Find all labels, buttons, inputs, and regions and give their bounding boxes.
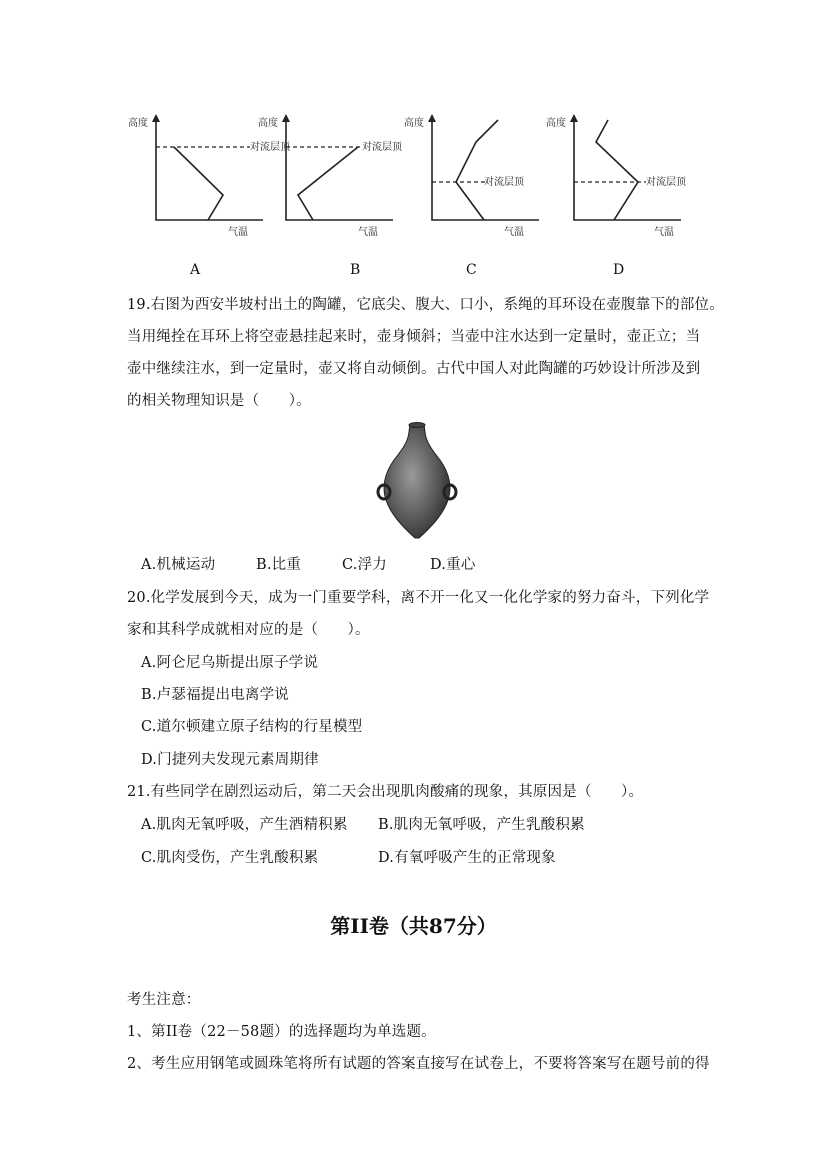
graph-a-axes — [156, 118, 263, 220]
graph-d-y-label: 高度 — [546, 118, 566, 129]
graph-b-x-label: 气温 — [358, 227, 378, 238]
graph-c-svg — [404, 110, 564, 240]
graph-d-x-label: 气温 — [654, 227, 674, 238]
graph-c-tropopause-label: 对流层顶 — [484, 177, 524, 188]
section-ii-title: 第II卷（共87分） — [330, 914, 497, 938]
q19-line-4: 的相关物理知识是（ ）。 — [127, 393, 311, 409]
q20-option-d[interactable]: D.门捷列夫发现元素周期律 — [141, 752, 319, 768]
jar-mouth — [409, 423, 425, 428]
q19-option-b[interactable]: B.比重 — [256, 557, 302, 573]
graph-c-temperature-curve — [456, 120, 498, 220]
q20-line-1: 20.化学发展到今天，成为一门重要学科，离不开一化又一化化学家的努力奋斗，下列化学 — [127, 590, 710, 606]
graph-a-tropopause-label: 对流层顶 — [250, 142, 290, 153]
graph-c — [404, 110, 564, 240]
graph-d-axes — [574, 118, 681, 220]
graph-option-c: C — [466, 262, 477, 278]
q20-line-2: 家和其科学成就相对应的是（ ）。 — [127, 622, 370, 638]
q20-option-b[interactable]: B.卢瑟福提出电离学说 — [141, 687, 289, 703]
graph-b-axes — [286, 118, 393, 220]
graph-a-temperature-curve — [174, 147, 223, 220]
notice-item-1: 1、第II卷（22－58题）的选择题均为单选题。 — [127, 1024, 436, 1040]
graph-a-y-label: 高度 — [128, 118, 148, 129]
graph-d — [546, 110, 706, 240]
graph-option-b: B — [350, 262, 361, 278]
jar-body — [384, 424, 450, 538]
graph-option-d: D — [613, 262, 625, 278]
graph-a-y-arrow — [152, 114, 160, 122]
q19-option-a[interactable]: A.机械运动 — [141, 557, 216, 573]
q19-option-d[interactable]: D.重心 — [430, 557, 476, 573]
q19-line-2: 当用绳拴在耳环上将空壶悬挂起来时，壶身倾斜；当壶中注水达到一定量时，壶正立；当 — [127, 329, 701, 345]
graph-d-y-arrow — [570, 114, 578, 122]
q19-line-1: 19.右图为西安半坡村出土的陶罐，它底尖、腹大、口小，系绳的耳环设在壶腹靠下的部位。 — [127, 297, 724, 313]
graph-b-y-label: 高度 — [258, 118, 278, 129]
q20-option-a[interactable]: A.阿仑尼乌斯提出原子学说 — [141, 655, 319, 671]
q19-line-3: 壶中继续注水，到一定量时，壶又将自动倾倒。古代中国人对此陶罐的巧妙设计所涉及到 — [127, 361, 701, 377]
graph-a-x-label: 气温 — [228, 227, 248, 238]
q21-line: 21.有些同学在剧烈运动后，第二天会出现肌肉酸痛的现象，其原因是（ ）。 — [127, 784, 644, 800]
q21-option-a[interactable]: A.肌肉无氧呼吸，产生酒精积累 — [141, 817, 348, 833]
notice-item-2: 2、考生应用钢笔或圆珠笔将所有试题的答案直接写在试卷上，不要将答案写在题号前的得 — [127, 1056, 710, 1072]
graph-c-x-label: 气温 — [504, 227, 524, 238]
graph-b — [258, 110, 418, 240]
q21-option-c[interactable]: C.肌肉受伤，产生乳酸积累 — [141, 850, 319, 866]
q19-option-c[interactable]: C.浮力 — [342, 557, 387, 573]
graph-d-temperature-curve — [596, 120, 638, 220]
graph-b-temperature-curve — [298, 147, 358, 220]
q21-option-d[interactable]: D.有氧呼吸产生的正常现象 — [378, 850, 556, 866]
graph-c-y-label: 高度 — [404, 118, 424, 129]
notice-title: 考生注意： — [127, 992, 201, 1008]
graph-b-svg — [258, 110, 418, 240]
pottery-jar-svg — [372, 420, 462, 542]
q20-option-c[interactable]: C.道尔顿建立原子结构的行星模型 — [141, 719, 363, 735]
graph-option-a: A — [190, 262, 201, 278]
graph-d-svg — [546, 110, 706, 240]
q21-option-b[interactable]: B.肌肉无氧呼吸，产生乳酸积累 — [378, 817, 585, 833]
pottery-jar-illustration — [372, 420, 462, 542]
graph-b-tropopause-label: 对流层顶 — [362, 142, 402, 153]
graph-c-y-arrow — [428, 114, 436, 122]
graph-d-tropopause-label: 对流层顶 — [646, 177, 686, 188]
graph-b-y-arrow — [282, 114, 290, 122]
